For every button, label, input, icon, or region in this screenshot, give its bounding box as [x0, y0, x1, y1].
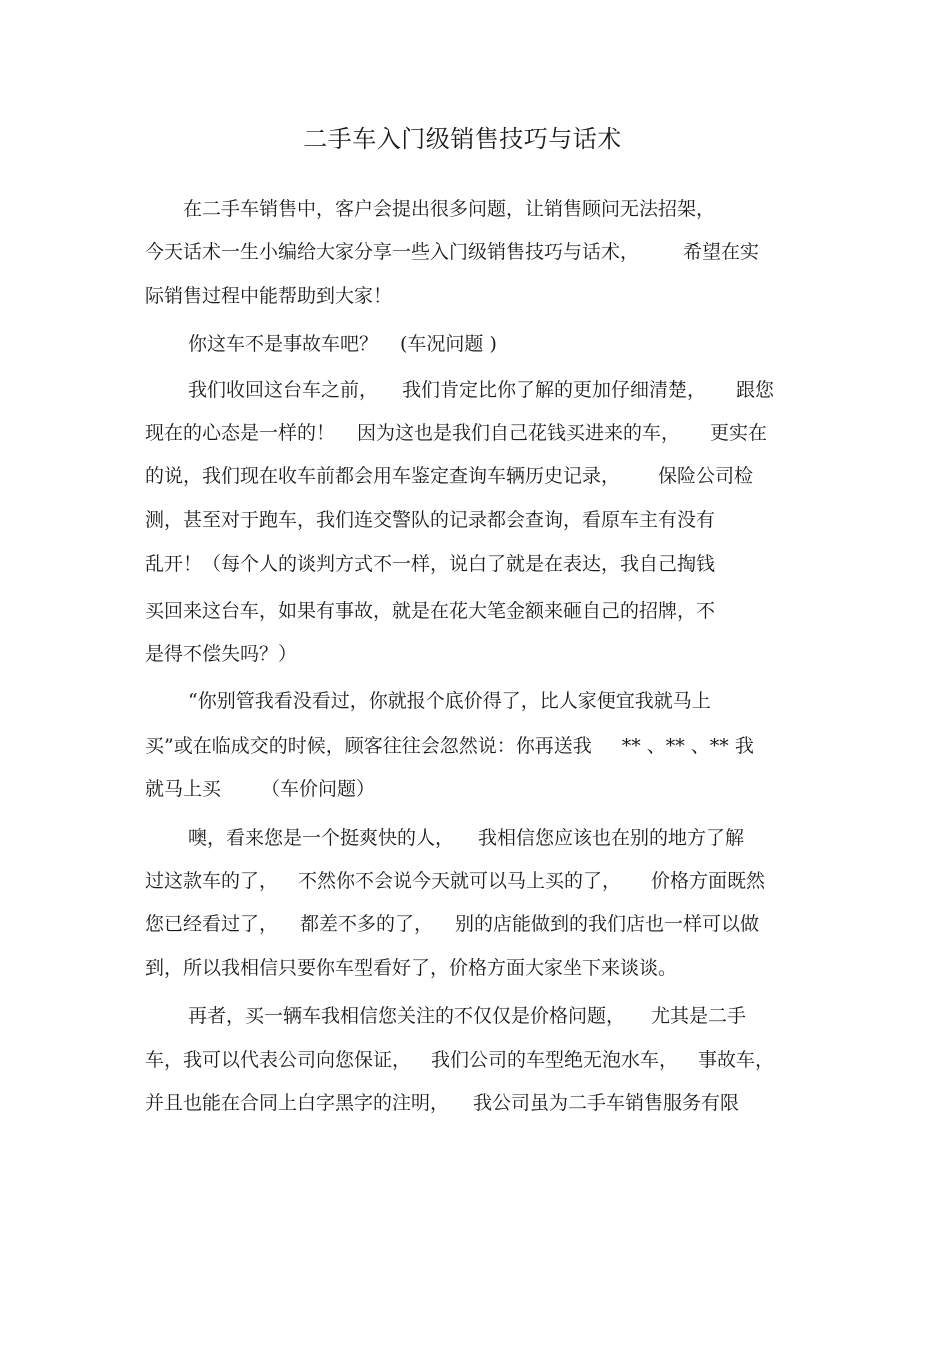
text-segment: 噢，看来您是一个挺爽快的人， — [188, 827, 455, 849]
text-segment: “你别管我看没看过，你就报个底价得了，比人家便宜我就马上 — [188, 690, 711, 712]
paragraph-line — [145, 775, 375, 803]
paragraph-line — [145, 867, 765, 895]
paragraph-line — [145, 910, 759, 938]
text-segment: 现在的心态是一样的！ — [145, 422, 336, 444]
text-segment: 别的店能做到的我们店也一样可以做 — [455, 913, 760, 935]
document-title: 二手车入门级销售技巧与话术 — [303, 125, 622, 153]
text-segment: 过这款车的了， — [145, 870, 279, 892]
text-segment: 到，所以我相信只要你车型看好了，价格方面大家坐下来谈谈。 — [145, 957, 678, 979]
text-segment: 我公司虽为二手车销售服务有限 — [473, 1092, 740, 1114]
text-segment: 跟您 — [736, 379, 775, 401]
text-segment: 车，我可以代表公司向您保证， — [145, 1049, 412, 1071]
paragraph-line — [188, 376, 774, 404]
paragraph-line — [188, 687, 711, 715]
text-segment: 在二手车销售中，客户会提出很多问题，让销售顾问无法招架， — [183, 198, 716, 220]
paragraph-line — [145, 1089, 739, 1117]
text-segment: 买回来这台车，如果有事故，就是在花大笔金额来砸自己的招牌，不 — [145, 600, 716, 622]
text-segment: 您已经看过了， — [145, 913, 279, 935]
paragraph-line — [145, 1046, 774, 1074]
text-segment: 我相信您应该也在别的地方了解 — [478, 827, 745, 849]
paragraph-line — [145, 238, 759, 266]
text-segment: ** 、** 、** 我 — [621, 735, 754, 757]
text-segment: 我们肯定比你了解的更加仔细清楚， — [402, 379, 707, 401]
paragraph-line — [145, 640, 297, 668]
text-segment: 事故车， — [698, 1049, 775, 1071]
paragraph-line — [183, 195, 715, 223]
text-segment: 价格方面既然 — [651, 870, 766, 892]
paragraph-line — [188, 824, 744, 852]
text-segment: 今天话术一生小编给大家分享一些入门级销售技巧与话术， — [145, 241, 640, 263]
paragraph-line — [145, 954, 677, 982]
text-segment: 因为这也是我们自己花钱买进来的车， — [357, 422, 681, 444]
text-segment: (车况问题 ) — [400, 333, 497, 355]
text-segment: 并且也能在合同上白字黑字的注明， — [145, 1092, 450, 1114]
paragraph-line — [145, 597, 715, 625]
text-segment: 尤其是二手 — [651, 1005, 747, 1027]
paragraph-line — [145, 732, 754, 760]
text-segment: 我们收回这台车之前， — [188, 379, 379, 401]
text-segment: 的说，我们现在收车前都会用车鉴定查询车辆历史记录， — [145, 465, 621, 487]
text-segment: 再者，买一辆车我相信您关注的不仅仅是价格问题， — [188, 1005, 626, 1027]
text-segment: 乱开！（每个人的谈判方式不一样，说白了就是在表达，我自己掏钱 — [145, 553, 716, 575]
text-segment: 更实在 — [710, 422, 768, 444]
text-segment: 买”或在临成交的时候，顾客往往会忽然说：你再送我 — [145, 735, 592, 757]
text-segment: 都差不多的了， — [300, 913, 434, 935]
paragraph-line — [145, 550, 715, 578]
paragraph-line — [145, 462, 753, 490]
paragraph-line — [145, 506, 715, 534]
paragraph-line — [188, 1002, 746, 1030]
text-segment: 就马上买 — [145, 778, 222, 800]
text-segment: 测，甚至对于跑车，我们连交警队的记录都会查询，看原车主有没有 — [145, 509, 716, 531]
paragraph-line — [188, 330, 497, 358]
text-segment: 不然你不会说今天就可以马上买的了， — [298, 870, 622, 892]
text-segment: 你这车不是事故车吧？ — [188, 333, 379, 355]
text-segment: （车价问题） — [261, 778, 376, 800]
text-segment: 是得不偿失吗？） — [145, 643, 298, 665]
text-segment: 希望在实 — [683, 241, 760, 263]
paragraph-line — [145, 282, 392, 310]
text-segment: 保险公司检 — [658, 465, 754, 487]
text-segment: 际销售过程中能帮助到大家！ — [145, 285, 393, 307]
paragraph-line — [145, 419, 767, 447]
text-segment: 我们公司的车型绝无泡水车， — [431, 1049, 679, 1071]
